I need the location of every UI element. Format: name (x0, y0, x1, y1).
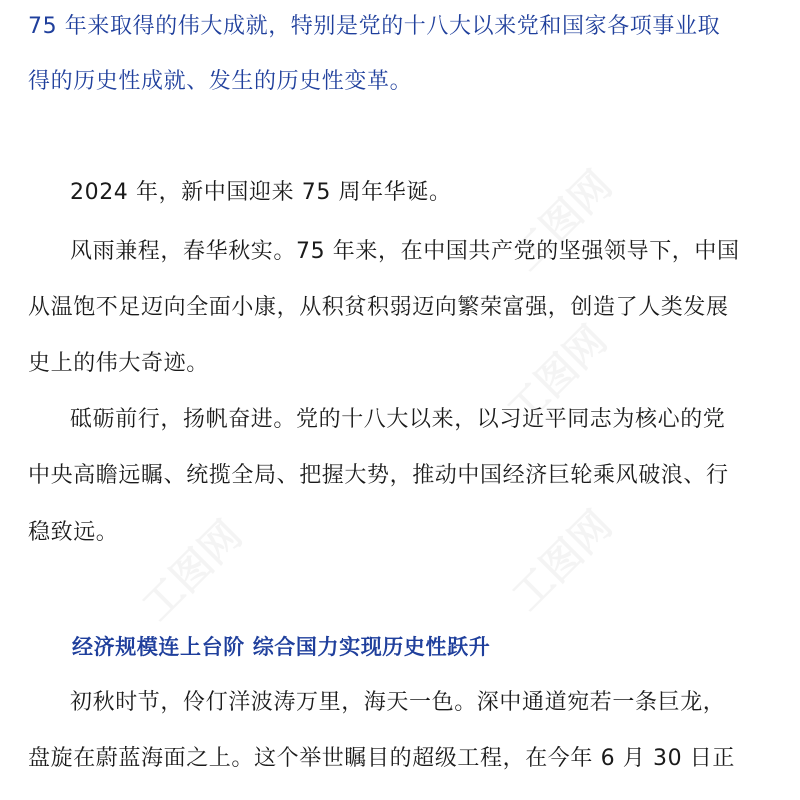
paragraph-3-line-3: 稳致远。 (28, 520, 119, 545)
paragraph-2-line-1: 风雨兼程，春华秋实。75 年来，在中国共产党的坚强领导下，中国 (70, 239, 740, 264)
paragraph-1: 2024 年，新中国迎来 75 周年华诞。 (70, 180, 452, 205)
paragraph-3-line-1: 砥砺前行，扬帆奋进。党的十八大以来，以习近平同志为核心的党 (70, 407, 726, 432)
section-body-line-2: 盘旋在蔚蓝海面之上。这个举世瞩目的超级工程，在今年 6 月 30 日正 (28, 746, 735, 771)
watermark (497, 496, 622, 621)
paragraph-3-line-2: 中央高瞻远瞩、统揽全局、把握大势，推动中国经济巨轮乘风破浪、行 (28, 463, 729, 488)
intro-line-1: 75 年来取得的伟大成就，特别是党的十八大以来党和国家各项事业取 (28, 14, 721, 39)
section-body-line-1: 初秋时节，伶仃洋波涛万里，海天一色。深中通道宛若一条巨龙， (70, 690, 726, 715)
intro-line-2: 得的历史性成就、发生的历史性变革。 (28, 69, 413, 94)
paragraph-2-line-2: 从温饱不足迈向全面小康，从积贫积弱迈向繁荣富强，创造了人类发展 (28, 295, 729, 320)
section-heading: 经济规模连上台阶 综合国力实现历史性跃升 (72, 635, 491, 659)
paragraph-2-line-3: 史上的伟大奇迹。 (28, 351, 209, 376)
